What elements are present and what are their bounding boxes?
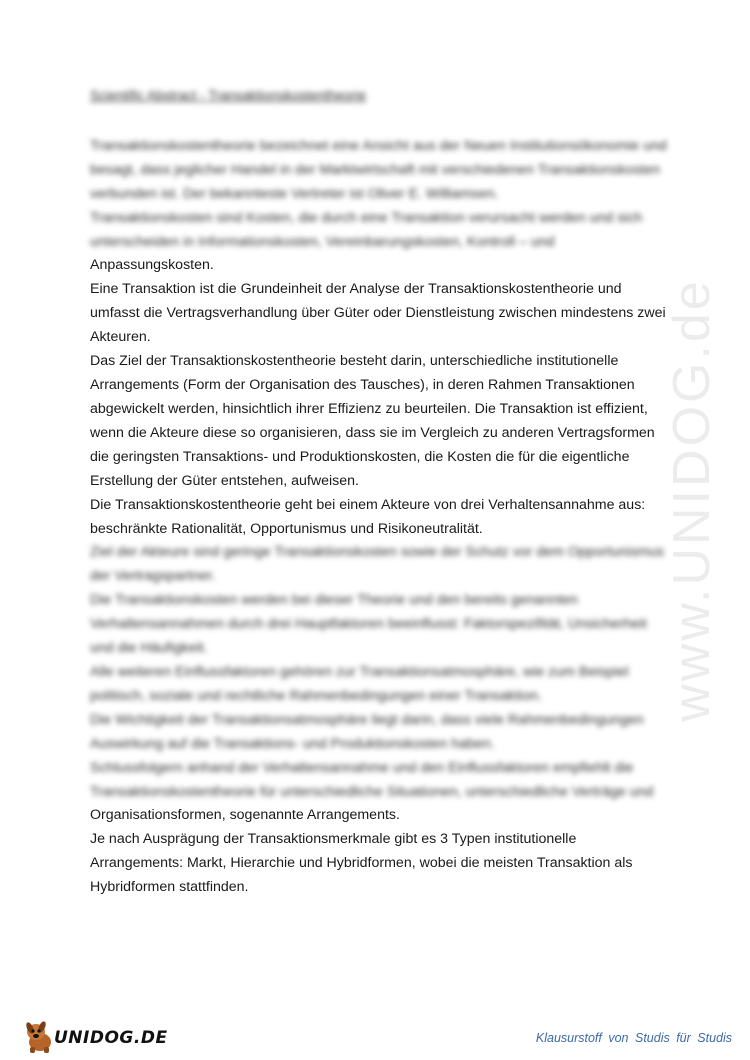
text-line: Die Wichtigkeit der Transaktionsatmosphäre liegt darin, dass viele Rahmenbedingungen bbox=[90, 712, 644, 728]
footer-tagline: Klausurstoff von Studis für Studis bbox=[535, 1031, 732, 1045]
text-line: wenn die Akteure diese so organisieren, dass sie im Vergleich zu anderen Vertragsformen bbox=[90, 425, 655, 441]
text-line: Arrangements: Markt, Hierarchie und Hybridformen, wobei die meisten Transaktion als bbox=[90, 855, 633, 871]
text-line: besagt, dass jeglicher Handel in der Marktwirtschaft mit verschiedenen Transaktionskosten bbox=[90, 162, 661, 178]
document-title: Scientific Abstract - Transaktionskostentheorie bbox=[90, 88, 367, 103]
text-line: Anpassungskosten. bbox=[90, 257, 214, 273]
text-line: Ziel der Akteure sind geringe Transaktionskosten sowie der Schutz vor dem Opportunismus bbox=[90, 544, 665, 560]
text-line: Alle weiteren Einflussfaktoren gehören zur Transaktionsatmosphäre, wie zum Beispiel bbox=[90, 664, 629, 680]
dog-icon bbox=[22, 1020, 58, 1054]
text-line: die geringsten Transaktions- und Produktionskosten, die Kosten die für die eigentliche bbox=[90, 449, 630, 465]
text-line: Transaktionskosten sind Kosten, die durch eine Transaktion verursacht werden und sich bbox=[90, 210, 643, 226]
watermark-text: www.UNIDOG.de bbox=[663, 278, 721, 722]
text-line: verbunden ist. Der bekannteste Vertreter ist Oliver E. Williamsen. bbox=[90, 186, 499, 202]
text-line: Transaktionskostentheorie für unterschiedliche Situationen, unterschiedliche Verträge und bbox=[90, 784, 654, 800]
text-line: Verhaltensannahmen durch drei Hauptfaktoren beeinflusst: Faktorspezifität, Unsicherheit bbox=[90, 616, 647, 632]
text-line: der Vertragspartner. bbox=[90, 568, 216, 584]
text-line: Erstellung der Güter entstehen, aufweisen. bbox=[90, 473, 359, 489]
text-line: Organisationsformen, sogenannte Arrangements. bbox=[90, 807, 400, 823]
text-line: politisch, soziale und rechtliche Rahmenbedingungen einer Transaktion. bbox=[90, 688, 542, 704]
text-line: umfasst die Vertragsverhandlung über Güter oder Dienstleistung zwischen mindestens zwei bbox=[90, 305, 666, 321]
text-line: unterscheiden in Informationskosten, Vereinbarungskosten, Kontroll – und bbox=[90, 234, 555, 250]
text-line: Auswirkung auf die Transaktions- und Produktionskosten haben. bbox=[90, 736, 495, 752]
text-line: Die Transaktionskosten werden bei dieser Theorie und den bereits genannten bbox=[90, 592, 578, 608]
text-line: Transaktionskostentheorie bezeichnet eine Ansicht aus der Neuen Institutionsökonomie und bbox=[90, 138, 667, 154]
text-line: beschränkte Rationalität, Opportunismus und Risikoneutralität. bbox=[90, 521, 483, 537]
text-line: Je nach Ausprägung der Transaktionsmerkmale gibt es 3 Typen institutionelle bbox=[90, 831, 577, 847]
text-line: Arrangements (Form der Organisation des Tausches), in deren Rahmen Transaktionen bbox=[90, 377, 635, 393]
text-line: Akteuren. bbox=[90, 329, 151, 345]
text-line: Eine Transaktion ist die Grundeinheit der Analyse der Transaktionskostentheorie und bbox=[90, 281, 622, 297]
text-line: Schlussfolgern anhand der Verhaltensannahme und den Einflussfaktoren empfiehlt die bbox=[90, 760, 634, 776]
text-line: abgewickelt werden, hinsichtlich ihrer Effizienz zu beurteilen. Die Transaktion ist effizient, bbox=[90, 401, 648, 417]
text-line: Das Ziel der Transaktionskostentheorie besteht darin, unterschiedliche institutionelle bbox=[90, 353, 619, 369]
text-line: Hybridformen stattfinden. bbox=[90, 879, 249, 895]
logo-text: UNIDOG.DE bbox=[54, 1028, 168, 1048]
text-line: und die Häufigkeit. bbox=[90, 640, 208, 656]
text-line: Die Transaktionskostentheorie geht bei einem Akteure von drei Verhaltensannahme aus: bbox=[90, 497, 646, 513]
